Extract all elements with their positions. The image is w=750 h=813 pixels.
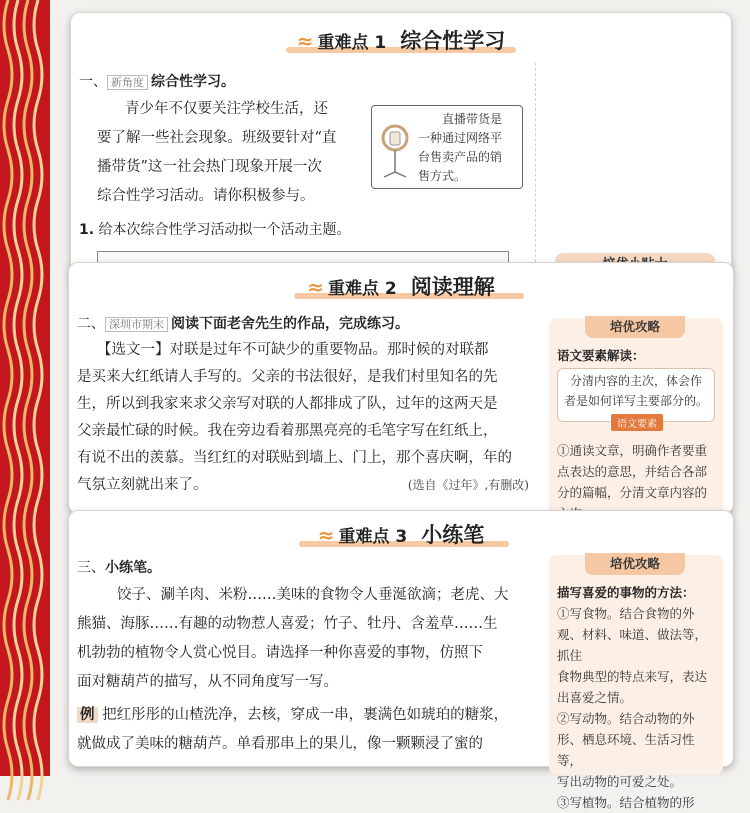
note-line: 一种通过网络平 [418,131,503,145]
passage-line: 有说不出的羡慕。当红红的对联贴到墙上、门上，那个喜庆啊，年的 [77,450,512,466]
section-header [71,25,731,55]
section-card-comprehensive [70,12,732,276]
question-heading [77,557,161,577]
tips-line: 形、栖息环境、生活习性等， [557,732,695,768]
definition-note [371,105,523,189]
question-title: 阅读下面老舍先生的作品，完成练习。 [171,316,409,332]
section-header [69,519,733,549]
question-number: 三、 [77,560,105,576]
ring-light-icon [378,122,412,178]
passage-line: 是买来大红纸请人手写的。父亲的书法很好，是我们村里知名的先 [77,369,498,385]
example-line: 就做成了美味的糖葫芦。单看那串上的果儿，像一颗颗浸了蜜的 [77,736,483,752]
tips-text [557,603,717,813]
decorative-ribbon [0,0,50,776]
example-paragraph [77,701,537,759]
passage-line: 气氛立刻就出来了。 [77,477,208,493]
note-line: 售方式。 [418,169,467,183]
passage-line: 生，所以到我家来求父亲写对联的人都排成了队，过年的这两天是 [77,396,498,412]
tips-line: ①写食物。结合食物的外 [557,606,695,621]
waves-icon: ≈ [296,29,314,53]
para-line: 综合性学习活动。请你积极参与。 [97,188,315,204]
question-title: 综合性学习。 [151,74,235,90]
tips-title: 描写喜爱的事物的方法： [557,585,695,600]
box-line: 者是如何详写主要部分的。 [563,394,708,408]
section-card-writing [68,510,734,810]
section-tag: 重难点 3 [338,527,408,547]
question-number: 二、 [77,316,105,332]
prompt-line: 机勃勃的植物令人赏心悦目。请选择一种你喜爱的事物，仿照下 [77,645,483,661]
section-title: 阅读理解 [410,275,495,299]
tips-line: ①通读文章，明确作者要重 [557,443,708,458]
note-line: 直播带货是 [442,112,503,126]
tips-panel [549,318,723,514]
tips-tab: 培优攻略 [585,316,685,338]
section-tag: 重难点 2 [328,279,397,299]
example-label: 例 [77,707,98,723]
section-title: 综合性学习 [400,29,506,53]
question-heading [79,71,235,91]
intro-paragraph [97,95,367,211]
box-line: 分清内容的主次，体会作 [569,374,702,388]
waves-icon: ≈ [307,275,324,299]
prompt-line: 饺子、涮羊肉、米粉……美味的食物令人垂涎欲滴；老虎、大 [117,587,509,603]
section-title: 小练笔 [421,523,485,547]
tips-line: 出喜爱之情。 [557,690,633,705]
question-number: 一、 [79,74,107,90]
tips-line: 写出动物的可爱之处。 [557,774,683,789]
tips-panel [549,555,723,810]
tips-line: ②写动物。结合动物的外 [557,711,695,726]
waves-icon: ≈ [317,523,335,547]
item-number: 1. [79,222,95,238]
element-badge: 语文要素 [611,414,663,431]
passage-line: 父亲最忙碌的时候。我在旁边看着那黑亮亮的毛笔字写在红纸上， [77,423,498,439]
tips-title: 语文要素解读： [557,348,645,363]
section-header [69,271,733,301]
prompt-paragraph [77,581,537,697]
prompt-line: 熊猫、海豚……有趣的动物惹人喜爱；竹子、牡丹、含羞草……生 [77,616,498,632]
note-text [418,110,518,186]
tips-line: ③写植物。结合植物的形 [557,795,695,810]
para-line: 播带货”这一社会热门现象开展一次 [97,159,322,175]
passage [77,337,537,499]
para-line: 青少年不仅要关注学校生活，还 [125,101,328,117]
para-line: 要了解一些社会现象。班级要针对“直 [97,130,337,146]
section-tag: 重难点 1 [317,33,387,53]
example-line: 把红彤彤的山楂洗净，去核，穿成一串，裹满色如琥珀的糖浆， [102,707,509,723]
citation: (选自《过年》,有删改) [407,478,529,492]
item-text: 给本次综合性学习活动拟一个活动主题。 [98,222,351,238]
tips-line: 食物典型的特点来写，表达 [557,669,708,684]
tips-line: 观、材料、味道、做法等，抓住 [557,627,708,663]
tips-tab: 培优攻略 [585,553,685,575]
note-line: 台售卖产品的销 [418,150,503,164]
question-heading [77,313,409,333]
sub-question-1 [79,219,351,239]
passage-line: 【选文一】对联是过年不可缺少的重要物品。那时候的对联都 [97,342,489,358]
tips-line: 分的篇幅，分清文章内容的 [557,485,708,500]
source-badge: 深圳市期末 [105,317,168,332]
divider [535,63,536,267]
prompt-line: 面对糖葫芦的描写，从不同角度写一写。 [77,674,338,690]
tips-line: 点表达的意思，并结合各部 [557,464,708,479]
section-card-reading [68,262,734,514]
question-title: 小练笔。 [105,560,161,576]
source-badge: 新角度 [107,75,148,90]
